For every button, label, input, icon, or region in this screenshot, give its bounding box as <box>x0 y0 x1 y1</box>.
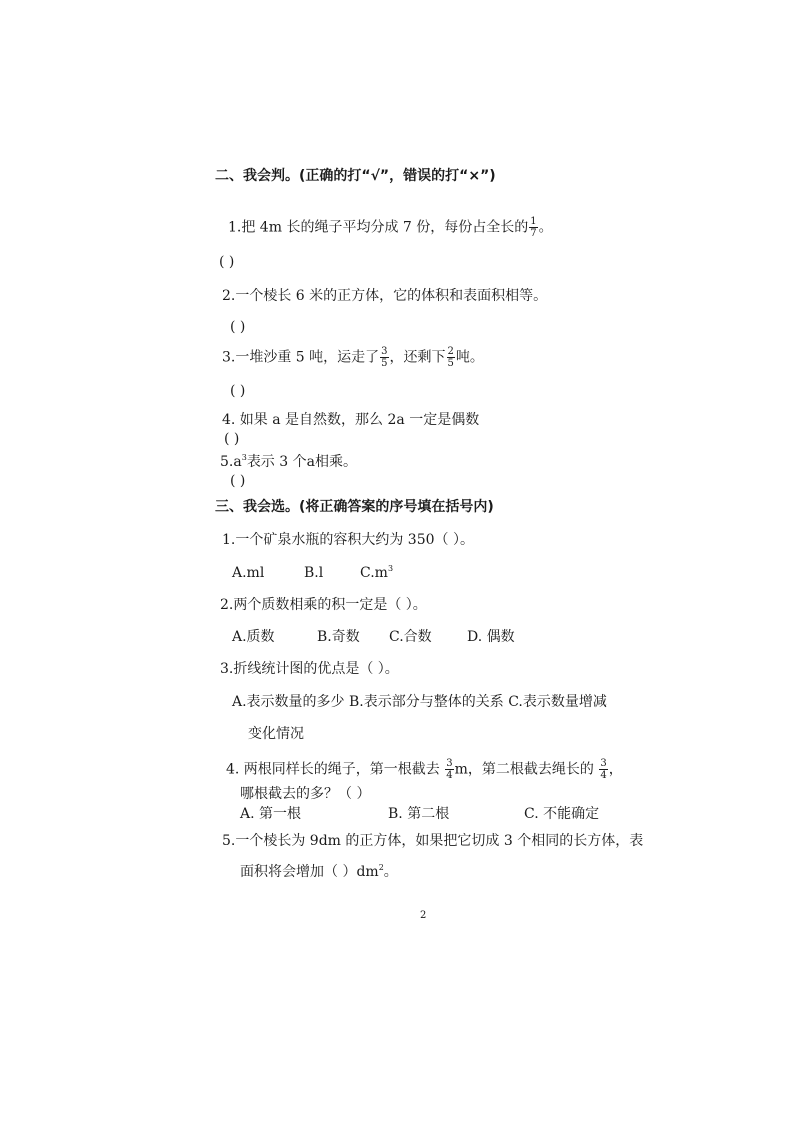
fraction-denominator: 5 <box>447 358 454 369</box>
fraction-denominator: 5 <box>381 358 388 369</box>
choice-q3-options-cont: 变化情况 <box>248 726 304 742</box>
judge-q3-text-b: ，还剩下 <box>389 349 446 366</box>
choice-q4-text-c: ， <box>608 761 623 778</box>
judge-q5-answer-paren[interactable]: ( ) <box>230 473 246 489</box>
option-a[interactable]: A.ml <box>232 565 265 581</box>
option-d[interactable]: D. 偶数 <box>467 629 515 645</box>
choice-q1-options <box>232 563 393 583</box>
option-c[interactable]: C. 不能确定 <box>524 806 600 822</box>
fraction-denominator: 4 <box>446 770 453 781</box>
choice-q4-text-b: m，第二根截去绳长的 <box>454 761 594 778</box>
choice-question-2: 2.两个质数相乘的积一定是（ ）。 <box>220 597 427 613</box>
judge-q1-end: 。 <box>538 219 553 236</box>
judge-q3-text-a: 3.一堆沙重 5 吨，运走了 <box>222 349 380 366</box>
option-c-text: C.m <box>360 565 388 581</box>
fraction <box>447 346 455 369</box>
option-b[interactable]: B. 第二根 <box>388 806 450 822</box>
choice-question-3: 3.折线统计图的优点是（ ）。 <box>220 661 399 677</box>
judge-question-5 <box>220 452 357 472</box>
judge-q5-text-a: 5.a <box>220 454 242 470</box>
choice-q5-line2 <box>240 862 398 882</box>
judge-q3-answer-paren[interactable]: ( ) <box>230 383 246 399</box>
choice-question-4 <box>226 758 623 781</box>
judge-question-2: 2.一个棱长 6 米的正方体，它的体积和表面积相等。 <box>222 288 548 304</box>
judge-q3-text-c: 吨。 <box>455 349 484 366</box>
fraction-numerator: 3 <box>381 346 388 357</box>
judge-q4-answer-paren[interactable]: ( ) <box>224 431 240 447</box>
choice-q3-options[interactable]: A.表示数量的多少 B.表示部分与整体的关系 C.表示数量增减 <box>232 694 607 710</box>
option-a[interactable]: A.质数 <box>232 629 275 645</box>
judge-q1-answer-paren[interactable]: ( ) <box>219 254 235 270</box>
exponent: 3 <box>387 564 394 573</box>
fraction-denominator: 4 <box>600 770 607 781</box>
section-3-heading: 三、我会选。(将正确答案的序号填在括号内) <box>215 499 494 515</box>
choice-question-5: 5.一个棱长为 9dm 的正方体，如果把它切成 3 个相同的长方体，表 <box>222 833 644 849</box>
judge-q1-text: 1.把 4m 长的绳子平均分成 7 份，每份占全长的 <box>228 219 529 236</box>
option-c[interactable]: C.合数 <box>389 629 432 645</box>
fraction <box>445 758 453 781</box>
fraction-numerator: 2 <box>447 346 454 357</box>
option-b[interactable]: B.l <box>304 565 324 581</box>
page-number: 2 <box>420 910 427 921</box>
fraction-numerator: 3 <box>600 758 607 769</box>
choice-q5-text-b: 。 <box>383 864 398 880</box>
choice-q4-line2: 哪根截去的多？（ ） <box>240 786 371 802</box>
judge-question-4: 4. 如果 a 是自然数，那么 2a 一定是偶数 <box>222 412 480 428</box>
choice-q4-options <box>240 804 599 824</box>
choice-q4-text-a: 4. 两根同样长的绳子，第一根截去 <box>226 761 440 778</box>
choice-q2-options <box>232 627 515 647</box>
fraction <box>599 758 607 781</box>
option-a[interactable]: A. 第一根 <box>240 806 302 822</box>
exponent: 2 <box>378 863 384 872</box>
judge-question-3 <box>222 346 484 369</box>
fraction-denominator: 7 <box>530 228 537 239</box>
exponent: 3 <box>241 453 247 462</box>
fraction <box>529 216 537 239</box>
fraction <box>380 346 388 369</box>
fraction-numerator: 1 <box>530 216 537 227</box>
fraction-numerator: 3 <box>446 758 453 769</box>
option-b[interactable]: B.奇数 <box>317 629 360 645</box>
judge-q2-answer-paren[interactable]: ( ) <box>230 319 246 335</box>
section-2-heading: 二、我会判。(正确的打“√”，错误的打“×”) <box>215 168 496 184</box>
choice-q5-text-a: 面积将会增加（ ）dm <box>240 864 379 880</box>
judge-question-1 <box>228 216 553 239</box>
judge-q5-text-b: 表示 3 个a相乘。 <box>246 454 357 470</box>
choice-question-1: 1.一个矿泉水瓶的容积大约为 350（ ）。 <box>222 532 474 548</box>
option-c[interactable] <box>360 563 393 583</box>
